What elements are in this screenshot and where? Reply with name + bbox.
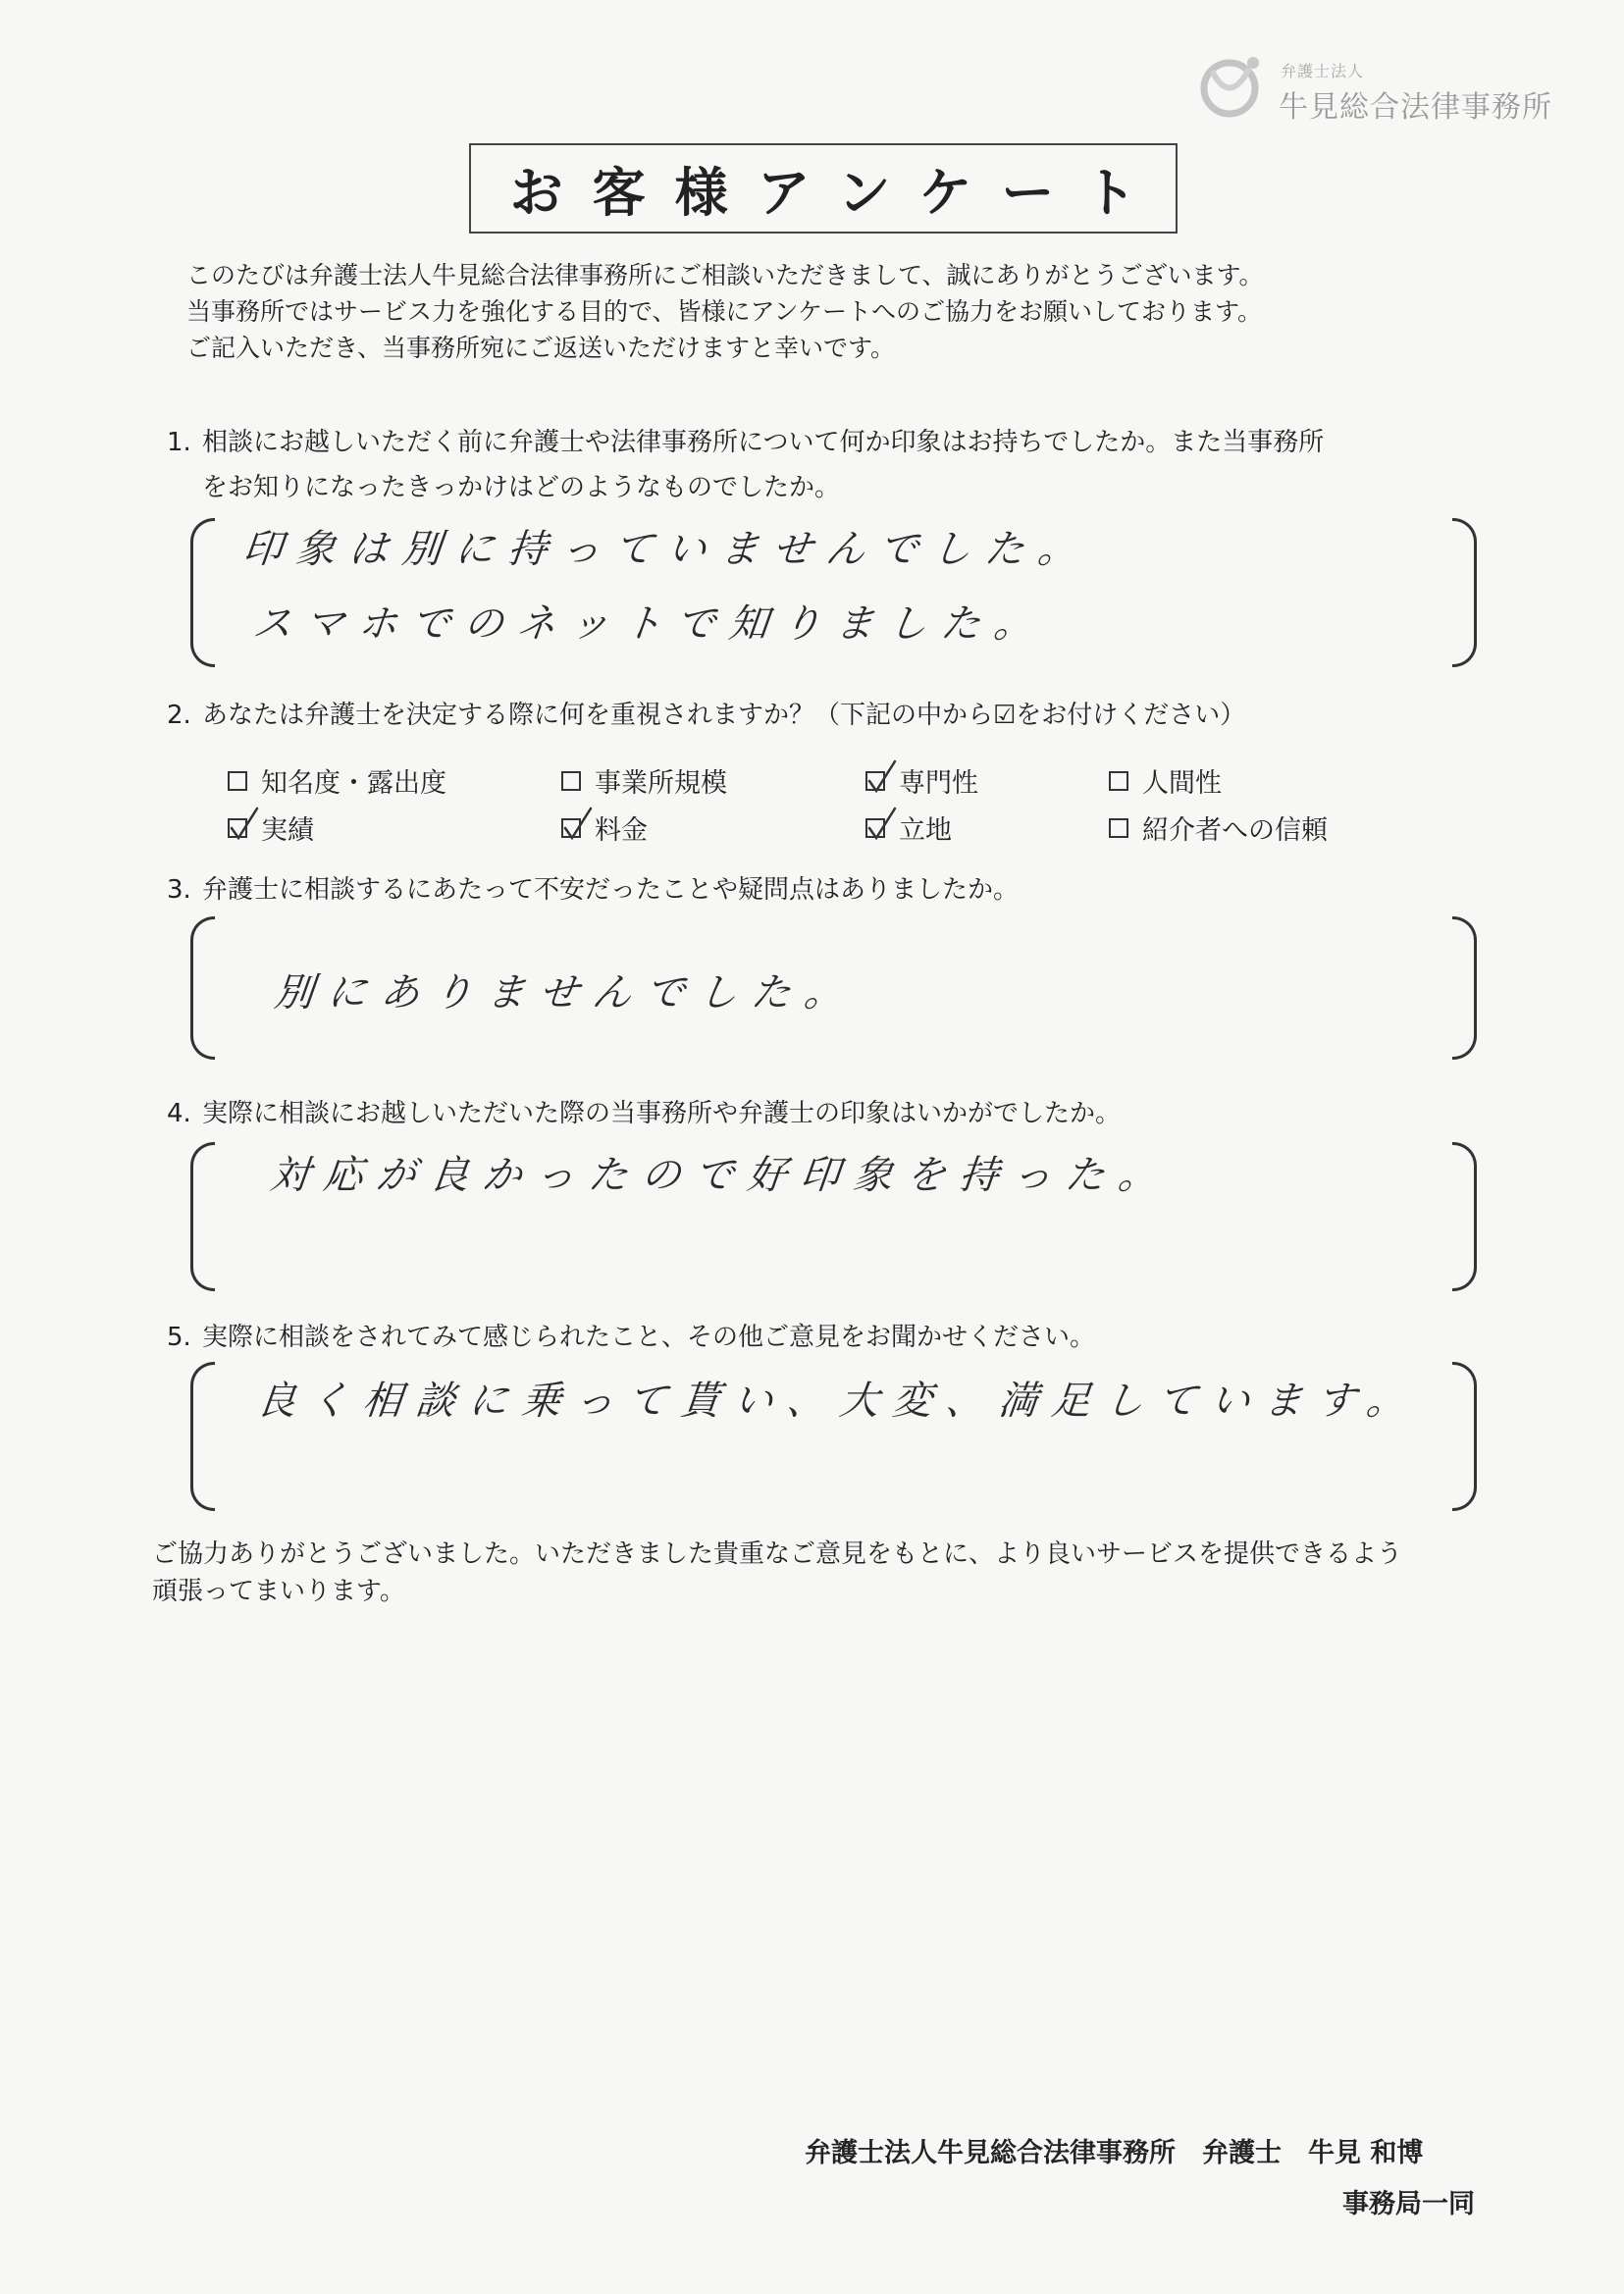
- checked-checkbox-icon[interactable]: [865, 771, 885, 791]
- checkmark-icon: [865, 759, 899, 795]
- question-1-cont: [202, 465, 840, 510]
- closing-line: 頑張ってまいります。: [152, 1577, 405, 1606]
- checkbox-icon[interactable]: [561, 771, 581, 791]
- option-item: [1109, 808, 1328, 847]
- option-item: [865, 761, 978, 800]
- option-label: 実績: [261, 815, 314, 846]
- intro-line: 当事務所ではサービス力を強化する目的で、皆様にアンケートへのご協力をお願いしております。: [186, 297, 1263, 326]
- answer-bracket-right: [1452, 518, 1477, 667]
- intro-line: ご記入いただき、当事務所宛にご返送いただけますと幸いです。: [186, 334, 896, 362]
- checked-checkbox-icon[interactable]: [228, 818, 247, 838]
- firm-logo: [1192, 49, 1575, 137]
- logo-firm-name: 牛見総合法律事務所: [1279, 90, 1552, 125]
- page-title: お客様アンケート: [509, 161, 1167, 224]
- intro-text: [186, 257, 1462, 366]
- option-item: [1109, 761, 1222, 800]
- question-5: [167, 1315, 1095, 1360]
- signature-staff: 事務局一同: [1342, 2189, 1475, 2219]
- checkmark-icon: [228, 807, 261, 842]
- answer-1-line1: 印象は別に持っていませんでした。: [240, 527, 1094, 572]
- question-text: をお知りになったきっかけはどのようなものでしたか。: [202, 473, 841, 502]
- option-item: [228, 808, 314, 847]
- question-4: [167, 1091, 1121, 1136]
- title-box: [469, 143, 1178, 234]
- option-label: 人間性: [1142, 768, 1222, 799]
- option-item: [228, 761, 446, 800]
- option-item: [865, 808, 952, 847]
- question-number: 1.: [167, 428, 191, 457]
- intro-line: このたびは弁護士法人牛見総合法律事務所にご相談いただきまして、誠にありがとうございます。: [186, 261, 1264, 289]
- question-number: 4.: [167, 1099, 191, 1128]
- question-number: 2.: [167, 701, 191, 730]
- checked-checkbox-icon[interactable]: [561, 818, 581, 838]
- answer-bracket-left: [190, 1362, 215, 1511]
- option-label: 料金: [595, 815, 648, 846]
- answer-bracket-left: [190, 518, 215, 667]
- answer-bracket-left: [190, 916, 215, 1060]
- option-label: 専門性: [899, 768, 978, 799]
- checked-checkbox-icon[interactable]: [865, 818, 885, 838]
- answer-bracket-right: [1452, 1142, 1477, 1291]
- checkmark-icon: [561, 807, 595, 842]
- option-label: 知名度・露出度: [261, 768, 446, 799]
- option-label: 立地: [899, 815, 952, 846]
- question-number: 5.: [167, 1323, 191, 1352]
- answer-bracket-right: [1452, 1362, 1477, 1511]
- question-number: 3.: [167, 875, 191, 905]
- option-label: 事業所規模: [595, 768, 727, 799]
- checkbox-icon[interactable]: [1109, 818, 1128, 838]
- logo-mark-icon: [1192, 49, 1271, 128]
- checkbox-icon[interactable]: [228, 771, 247, 791]
- question-1: [167, 420, 1324, 465]
- answer-bracket-left: [190, 1142, 215, 1291]
- question-text: 相談にお越しいただく前に弁護士や法律事務所について何か印象はお持ちでしたか。また当事務所: [202, 428, 1325, 457]
- answer-5: 良く相談に乗って貰い、大変、満足しています。: [254, 1379, 1422, 1424]
- question-2: [167, 693, 1245, 738]
- question-text: 実際に相談にお越しいただいた際の当事務所や弁護士の印象はいかがでしたか。: [202, 1099, 1122, 1128]
- checkmark-icon: [865, 807, 899, 842]
- signature-firm: 弁護士法人牛見総合法律事務所 弁護士 牛見 和博: [805, 2138, 1424, 2168]
- answer-4: 対応が良かったので好印象を持った。: [268, 1153, 1175, 1198]
- question-text: あなたは弁護士を決定する際に何を重視されますか？（下記の中から☑をお付けください）: [202, 701, 1246, 730]
- closing-line: ご協力ありがとうございました。いただきました貴重なご意見をもとに、より良いサービスを提供できるよう: [152, 1539, 1403, 1569]
- checkbox-icon[interactable]: [1109, 771, 1128, 791]
- option-item: [561, 761, 727, 800]
- option-label: 紹介者への信頼: [1142, 815, 1328, 846]
- question-3: [167, 867, 1019, 912]
- answer-1-line2: スマホでのネットで知りました。: [250, 601, 1050, 647]
- answer-bracket-right: [1452, 916, 1477, 1060]
- closing-text: [152, 1536, 1526, 1610]
- option-item: [561, 808, 648, 847]
- logo-subtitle: 弁護士法人: [1281, 62, 1365, 80]
- question-text: 弁護士に相談するにあたって不安だったことや疑問点はありましたか。: [202, 875, 1020, 905]
- answer-3: 別にありませんでした。: [272, 970, 861, 1016]
- question-text: 実際に相談をされてみて感じられたこと、その他ご意見をお聞かせください。: [202, 1323, 1096, 1352]
